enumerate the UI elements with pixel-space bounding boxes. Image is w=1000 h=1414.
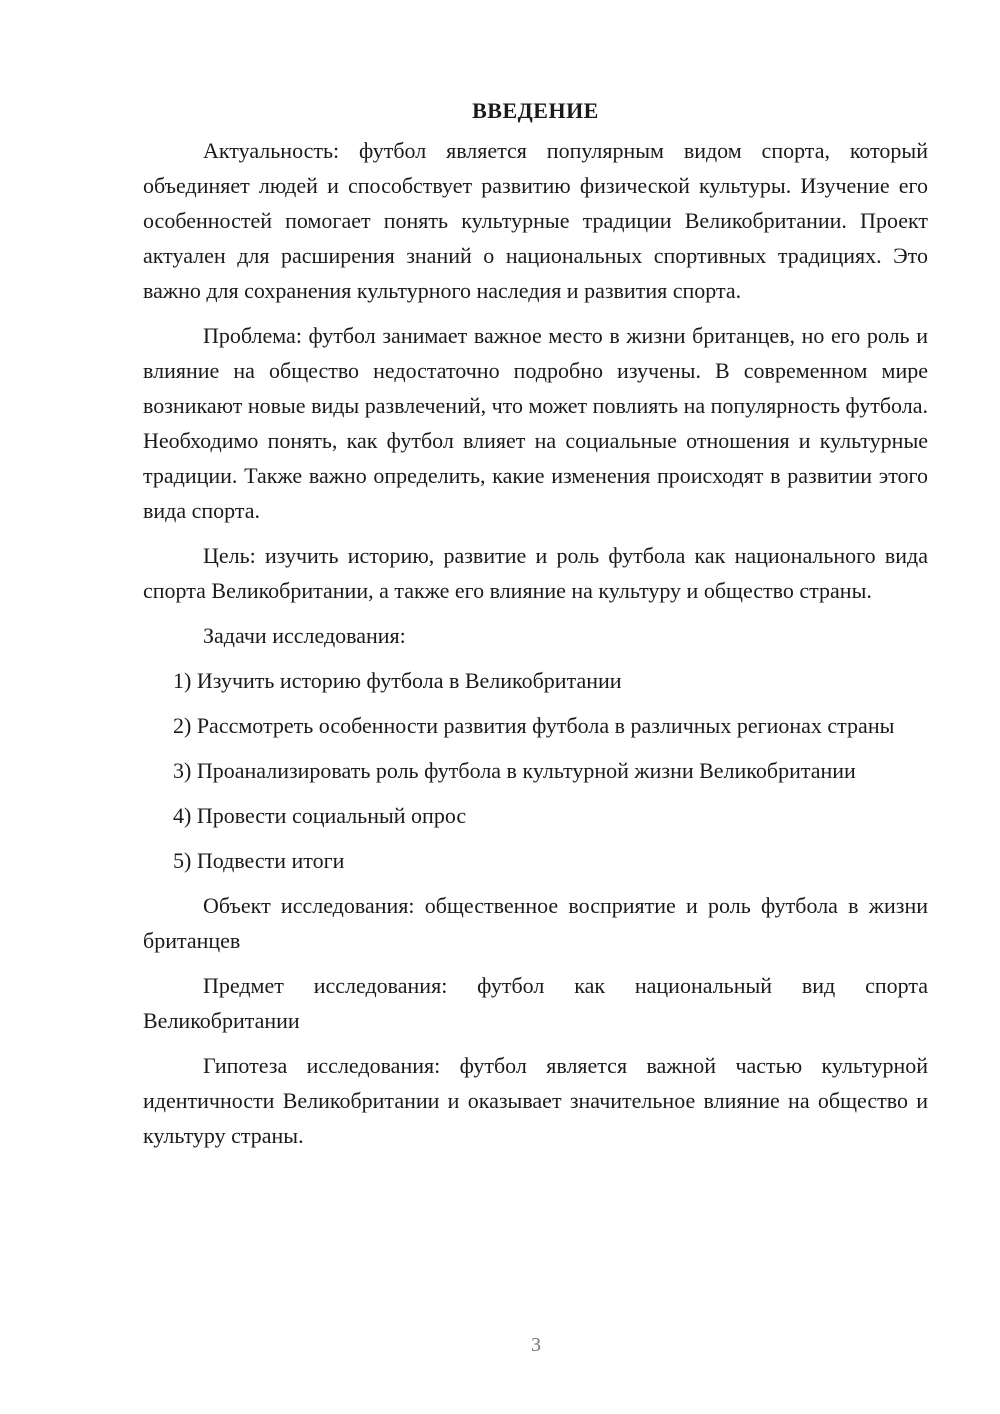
page-number: 3 bbox=[531, 1334, 541, 1356]
task-item: 3) Проанализировать роль футбола в культурной жизни Великобритании bbox=[173, 758, 856, 783]
goal-paragraph: Цель: изучить историю, развитие и роль футбола как национального вида спорта Великобритании, а также его влияние на культуру и общество страны. bbox=[143, 543, 928, 603]
object-paragraph: Объект исследования: общественное восприятие и роль футбола в жизни британцев bbox=[143, 893, 928, 953]
hypothesis-paragraph: Гипотеза исследования: футбол является важной частью культурной идентичности Великобритании и оказывает значительное влияние на общество и культуру страны. bbox=[143, 1053, 928, 1148]
section-title: ВВЕДЕНИЕ bbox=[472, 98, 599, 123]
problem-paragraph: Проблема: футбол занимает важное место в жизни британцев, но его роль и влияние на общество недостаточно подробно изучены. В современном мире возникают новые виды развлечений, что может повлиять на популярность футбола. Необходимо понять, как футбол влияет на социальные отношения и культурные традиции. Также важно определить, какие изменения происходят в развитии этого вида спорта. bbox=[143, 323, 928, 523]
task-item: 5) Подвести итоги bbox=[173, 848, 345, 873]
task-item: 4) Провести социальный опрос bbox=[173, 803, 467, 828]
relevance-paragraph: Актуальность: футбол является популярным видом спорта, который объединяет людей и способствует развитию физической культуры. Изучение его особенностей помогает понять культурные традиции Великобритании. Проект актуален для расширения знаний о национальных спортивных традициях. Это важно для сохранения культурного наследия и развития спорта. bbox=[143, 138, 928, 303]
task-item: 2) Рассмотреть особенности развития футбола в различных регионах страны bbox=[173, 713, 895, 738]
subject-paragraph: Предмет исследования: футбол как национальный вид спорта Великобритании bbox=[143, 973, 928, 1033]
tasks-heading: Задачи исследования: bbox=[203, 623, 406, 648]
page-content bbox=[143, 93, 928, 1163]
task-item: 1) Изучить историю футбола в Великобритании bbox=[173, 668, 622, 693]
